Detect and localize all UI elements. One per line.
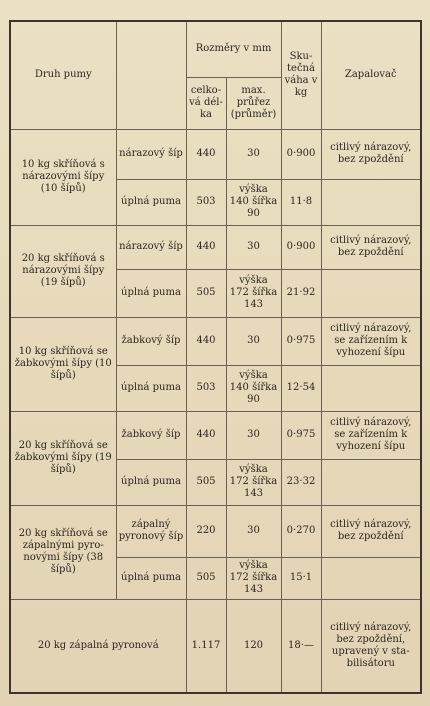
actual-weight: 15·1 [281,557,321,599]
component-type: úplná puma [116,269,186,317]
max-section: 30 [226,317,281,365]
max-section: 120 [226,599,281,693]
total-length: 503 [186,365,226,411]
bomb-name: 20 kg skříňová se zápalnými pyro- novými šípy (38 šípů) [10,505,116,599]
max-section: výška 172 šířka 143 [226,557,281,599]
component-type: nárazový šíp [116,129,186,179]
fuze [321,557,421,599]
max-section: 30 [226,129,281,179]
total-length: 505 [186,269,226,317]
actual-weight: 21·92 [281,269,321,317]
fuze: citlivý nárazový, bez zpoždění [321,505,421,557]
total-length: 440 [186,411,226,459]
fuze: citlivý nárazový, se zařízením k vyhození šípu [321,411,421,459]
fuze: citlivý nárazový, bez zpoždění, upravený v sta- bilisátoru [321,599,421,693]
component-type: žabkový šíp [116,411,186,459]
actual-weight: 0·975 [281,317,321,365]
header-fuze: Zapalovač [321,21,421,129]
fuze [321,459,421,505]
max-section: výška 172 šířka 143 [226,269,281,317]
header-actual-weight: Sku- tečná váha v kg [281,21,321,129]
component-type: zápalný pyronový šíp [116,505,186,557]
component-type: nárazový šíp [116,225,186,269]
total-length: 503 [186,179,226,225]
total-length: 220 [186,505,226,557]
total-length: 440 [186,129,226,179]
actual-weight: 18·— [281,599,321,693]
actual-weight: 0·270 [281,505,321,557]
component-type: úplná puma [116,365,186,411]
header-total-length: celko- vá dél- ka [186,77,226,129]
max-section: 30 [226,505,281,557]
bomb-name: 20 kg zápalná pyronová [10,599,186,693]
max-section: výška 172 šířka 143 [226,459,281,505]
header-max-section: max. průřez (průměr) [226,77,281,129]
component-type: úplná puma [116,557,186,599]
total-length: 1.117 [186,599,226,693]
component-type: úplná puma [116,179,186,225]
header-blank [116,21,186,129]
total-length: 505 [186,459,226,505]
component-type: žabkový šíp [116,317,186,365]
fuze [321,365,421,411]
fuze [321,179,421,225]
header-dimensions: Rozměry v mm [186,21,281,77]
fuze: citlivý nárazový, bez zpoždění [321,225,421,269]
component-type: úplná puma [116,459,186,505]
actual-weight: 0·975 [281,411,321,459]
total-length: 440 [186,317,226,365]
actual-weight: 23·32 [281,459,321,505]
actual-weight: 12·54 [281,365,321,411]
bomb-specification-table [9,20,422,694]
bomb-name: 20 kg skříňová s nárazovými šípy (19 šípů) [10,225,116,317]
actual-weight: 0·900 [281,225,321,269]
actual-weight: 0·900 [281,129,321,179]
bomb-name: 10 kg skříňová se žabkovými šípy (10 šípů) [10,317,116,411]
max-section: 30 [226,411,281,459]
actual-weight: 11·8 [281,179,321,225]
max-section: 30 [226,225,281,269]
max-section: výška 140 šířka 90 [226,365,281,411]
fuze [321,269,421,317]
bomb-name: 10 kg skříňová s nárazovými šípy (10 šípů) [10,129,116,225]
total-length: 440 [186,225,226,269]
header-bomb-type: Druh pumy [10,21,116,129]
max-section: výška 140 šířka 90 [226,179,281,225]
fuze: citlivý nárazový, se zařízením k vyhození šípu [321,317,421,365]
bomb-name: 20 kg skříňová se žabkovými šípy (19 šípů) [10,411,116,505]
fuze: citlivý nárazový, bez zpoždění [321,129,421,179]
total-length: 505 [186,557,226,599]
